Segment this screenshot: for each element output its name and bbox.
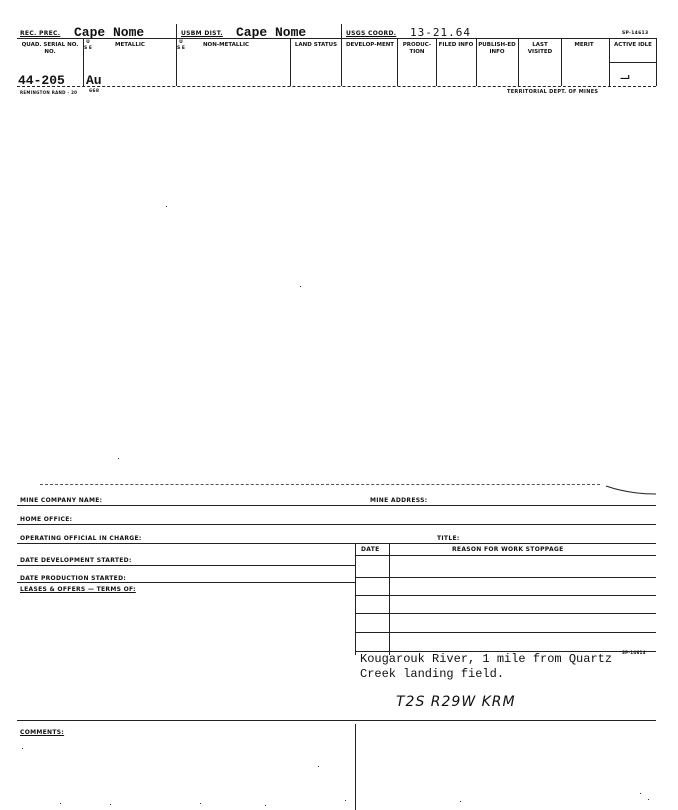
rec-prec-value: Cape Nome (74, 25, 145, 40)
printer-imprint: REMINGTON RAND - 20 (20, 90, 78, 95)
fold-curve (604, 482, 658, 496)
usbm-dist-value: Cape Nome (236, 25, 307, 40)
date-prod-started-label: DATE PRODUCTION STARTED: (20, 575, 127, 582)
typed-note-line2: Creek landing field. (360, 667, 505, 681)
col-metallic: METALLIC (115, 42, 145, 48)
title-label: TITLE: (437, 535, 460, 542)
date-dev-started-label: DATE DEVELOPMENT STARTED: (20, 557, 132, 564)
col-active-idle: ACTIVE IDLE (614, 42, 652, 48)
territorial-dept: TERRITORIAL DEPT. OF MINES (507, 89, 599, 95)
usgs-coord-label: USGS COORD. (346, 30, 397, 37)
handwritten-note: T2S R29W KRM (396, 694, 516, 710)
reason-col-header: REASON FOR WORK STOPPAGE (452, 546, 564, 553)
col-production: PRODUC-TION (402, 42, 432, 55)
form-number-top: SP-14613 (622, 31, 649, 36)
metallic-value: Au (86, 73, 102, 88)
col-use-b: U S E (177, 40, 185, 51)
printer-code: 668 (89, 89, 100, 94)
col-land-status: LAND STATUS (294, 42, 338, 48)
usgs-coord-value: 13-21.64 (410, 26, 471, 39)
date-col-header: DATE (361, 546, 380, 553)
col-last-visited: LAST VISITED (527, 42, 553, 55)
operating-official-label: OPERATING OFFICIAL IN CHARGE: (20, 535, 142, 542)
usbm-dist-label: USBM DIST. (181, 30, 223, 37)
col-quad-serial: QUAD. SERIAL NO. NO. (21, 42, 79, 55)
form-number-lower: SP-14614 (622, 650, 646, 655)
col-published-info: PUBLISH-ED INFO (478, 42, 516, 55)
col-merit: MERIT (574, 42, 594, 48)
home-office-label: HOME OFFICE: (20, 516, 73, 523)
rec-prec-label: REC. PREC. (20, 30, 61, 37)
col-development: DEVELOP-MENT (345, 42, 395, 48)
active-idle-mark: ⌐ (619, 69, 631, 85)
mine-address-label: MINE ADDRESS: (370, 497, 428, 504)
comments-label: COMMENTS: (20, 729, 65, 736)
col-non-metallic: NON-METALLIC (202, 42, 250, 48)
leases-label: LEASES & OFFERS — TERMS OF: (20, 586, 136, 593)
col-filed-info: FILED INFO (438, 42, 474, 48)
mine-company-name-label: MINE COMPANY NAME: (20, 497, 103, 504)
col-use-a: U S E (84, 40, 92, 51)
quad-serial-value: 44-205 (18, 73, 65, 88)
typed-note-line1: Kougarouk River, 1 mile from Quartz (360, 652, 613, 666)
